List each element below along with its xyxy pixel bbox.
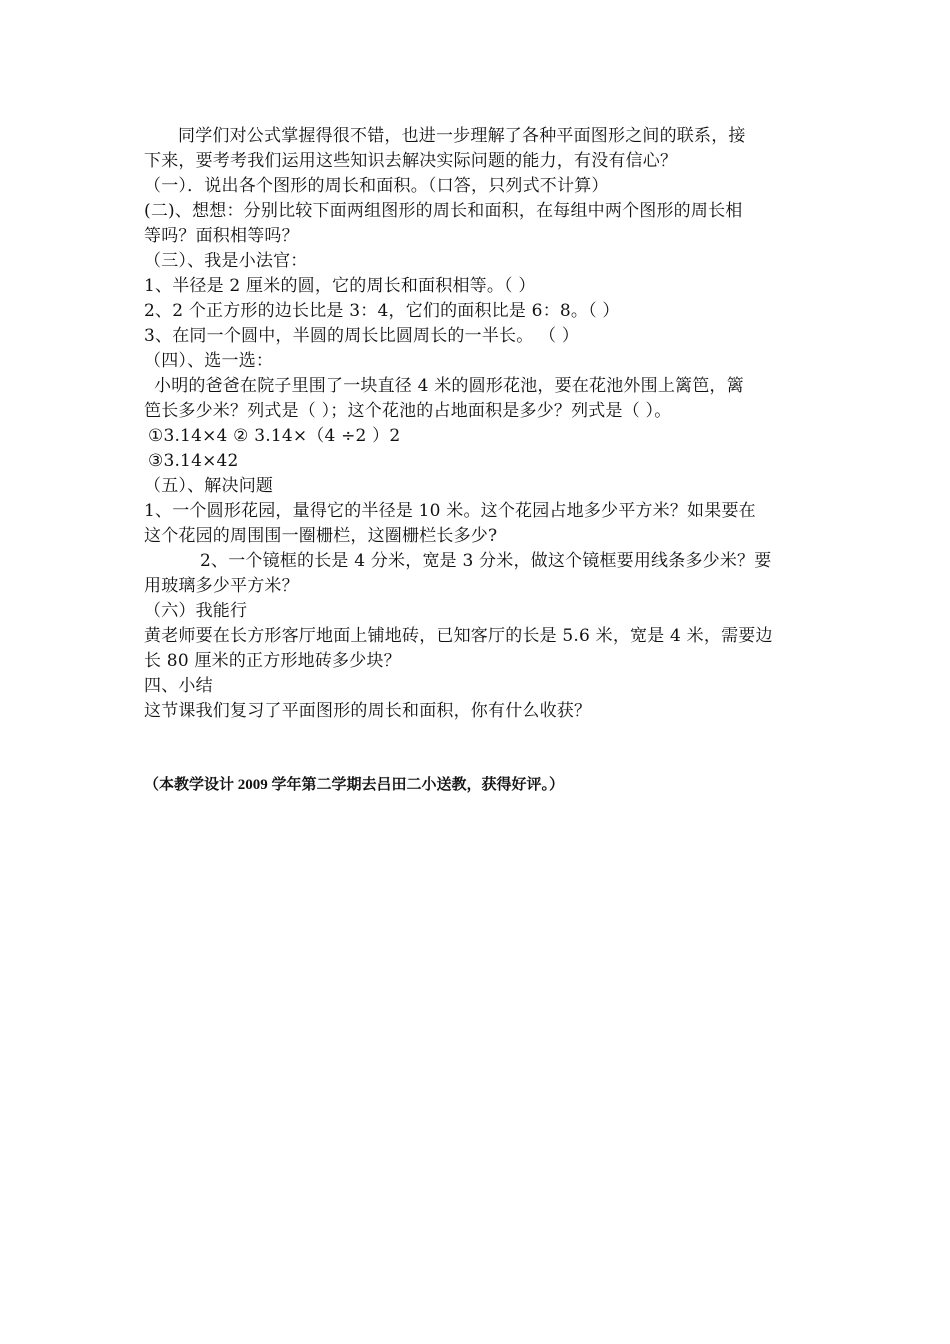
section-2-line-1: (二)、想想：分别比较下面两组图形的周长和面积，在每组中两个图形的周长相 [144, 201, 743, 221]
footnote: （本教学设计 2009 学年第二学期去吕田二小送教，获得好评。） [144, 777, 565, 793]
spacer [144, 724, 810, 774]
section-3-heading: （三）、我是小法官： [144, 251, 308, 271]
section-6-problem-line-2: 长 80 厘米的正方形地砖多少块？ [144, 651, 401, 671]
section-5-question-2-line-1: 2、一个镜框的长是 4 分米，宽是 3 分米，做这个镜框要用线条多少米？要 [200, 551, 772, 571]
section-3-question-2: 2、2 个正方形的边长比是 3：4，它们的面积比是 6：8。（ ） [144, 301, 620, 321]
summary-text: 这节课我们复习了平面图形的周长和面积，你有什么收获？ [144, 701, 592, 721]
intro-paragraph-line-2: 下来，要考考我们运用这些知识去解决实际问题的能力，有没有信心？ [144, 151, 678, 171]
intro-paragraph-line-1: 同学们对公式掌握得很不错，也进一步理解了各种平面图形之间的联系，接 [178, 126, 746, 146]
section-6-heading: （六）我能行 [144, 601, 248, 621]
summary-heading: 四、小结 [144, 676, 213, 696]
section-5-question-2-line-2: 用玻璃多少平方米？ [144, 576, 299, 596]
section-4-heading: （四）、选一选： [144, 351, 274, 371]
section-3-question-3: 3、在同一个圆中，半圆的周长比圆周长的一半长。 （ ） [144, 326, 580, 346]
document-page [144, 124, 810, 796]
section-4-options-line-1: ①3.14×4 ② 3.14×（4 ÷2 ）2 [148, 426, 401, 446]
section-4-problem-line-2: 笆长多少米？列式是（ ）；这个花池的占地面积是多少？列式是（ ）。 [144, 401, 672, 421]
section-1-heading: （一）．说出各个图形的周长和面积。（口答，只列式不计算） [144, 176, 609, 196]
section-6-problem-line-1: 黄老师要在长方形客厅地面上铺地砖，已知客厅的长是 5.6 米，宽是 4 米，需要边 [144, 626, 773, 646]
section-4-options-line-2: ③3.14×42 [148, 451, 239, 471]
section-3-question-1: 1、半径是 2 厘米的圆，它的周长和面积相等。（ ） [144, 276, 536, 296]
section-4-problem-line-1: 小明的爸爸在院子里围了一块直径 4 米的圆形花池，要在花池外围上篱笆，篱 [154, 376, 744, 396]
section-5-heading: （五）、解决问题 [144, 476, 274, 496]
section-5-question-1-line-2: 这个花园的周围围一圈栅栏，这圈栅栏长多少? [144, 526, 498, 546]
section-5-question-1-line-1: 1、一个圆形花园，量得它的半径是 10 米。这个花园占地多少平方米？如果要在 [144, 501, 756, 521]
section-2-line-2: 等吗？面积相等吗？ [144, 226, 299, 246]
